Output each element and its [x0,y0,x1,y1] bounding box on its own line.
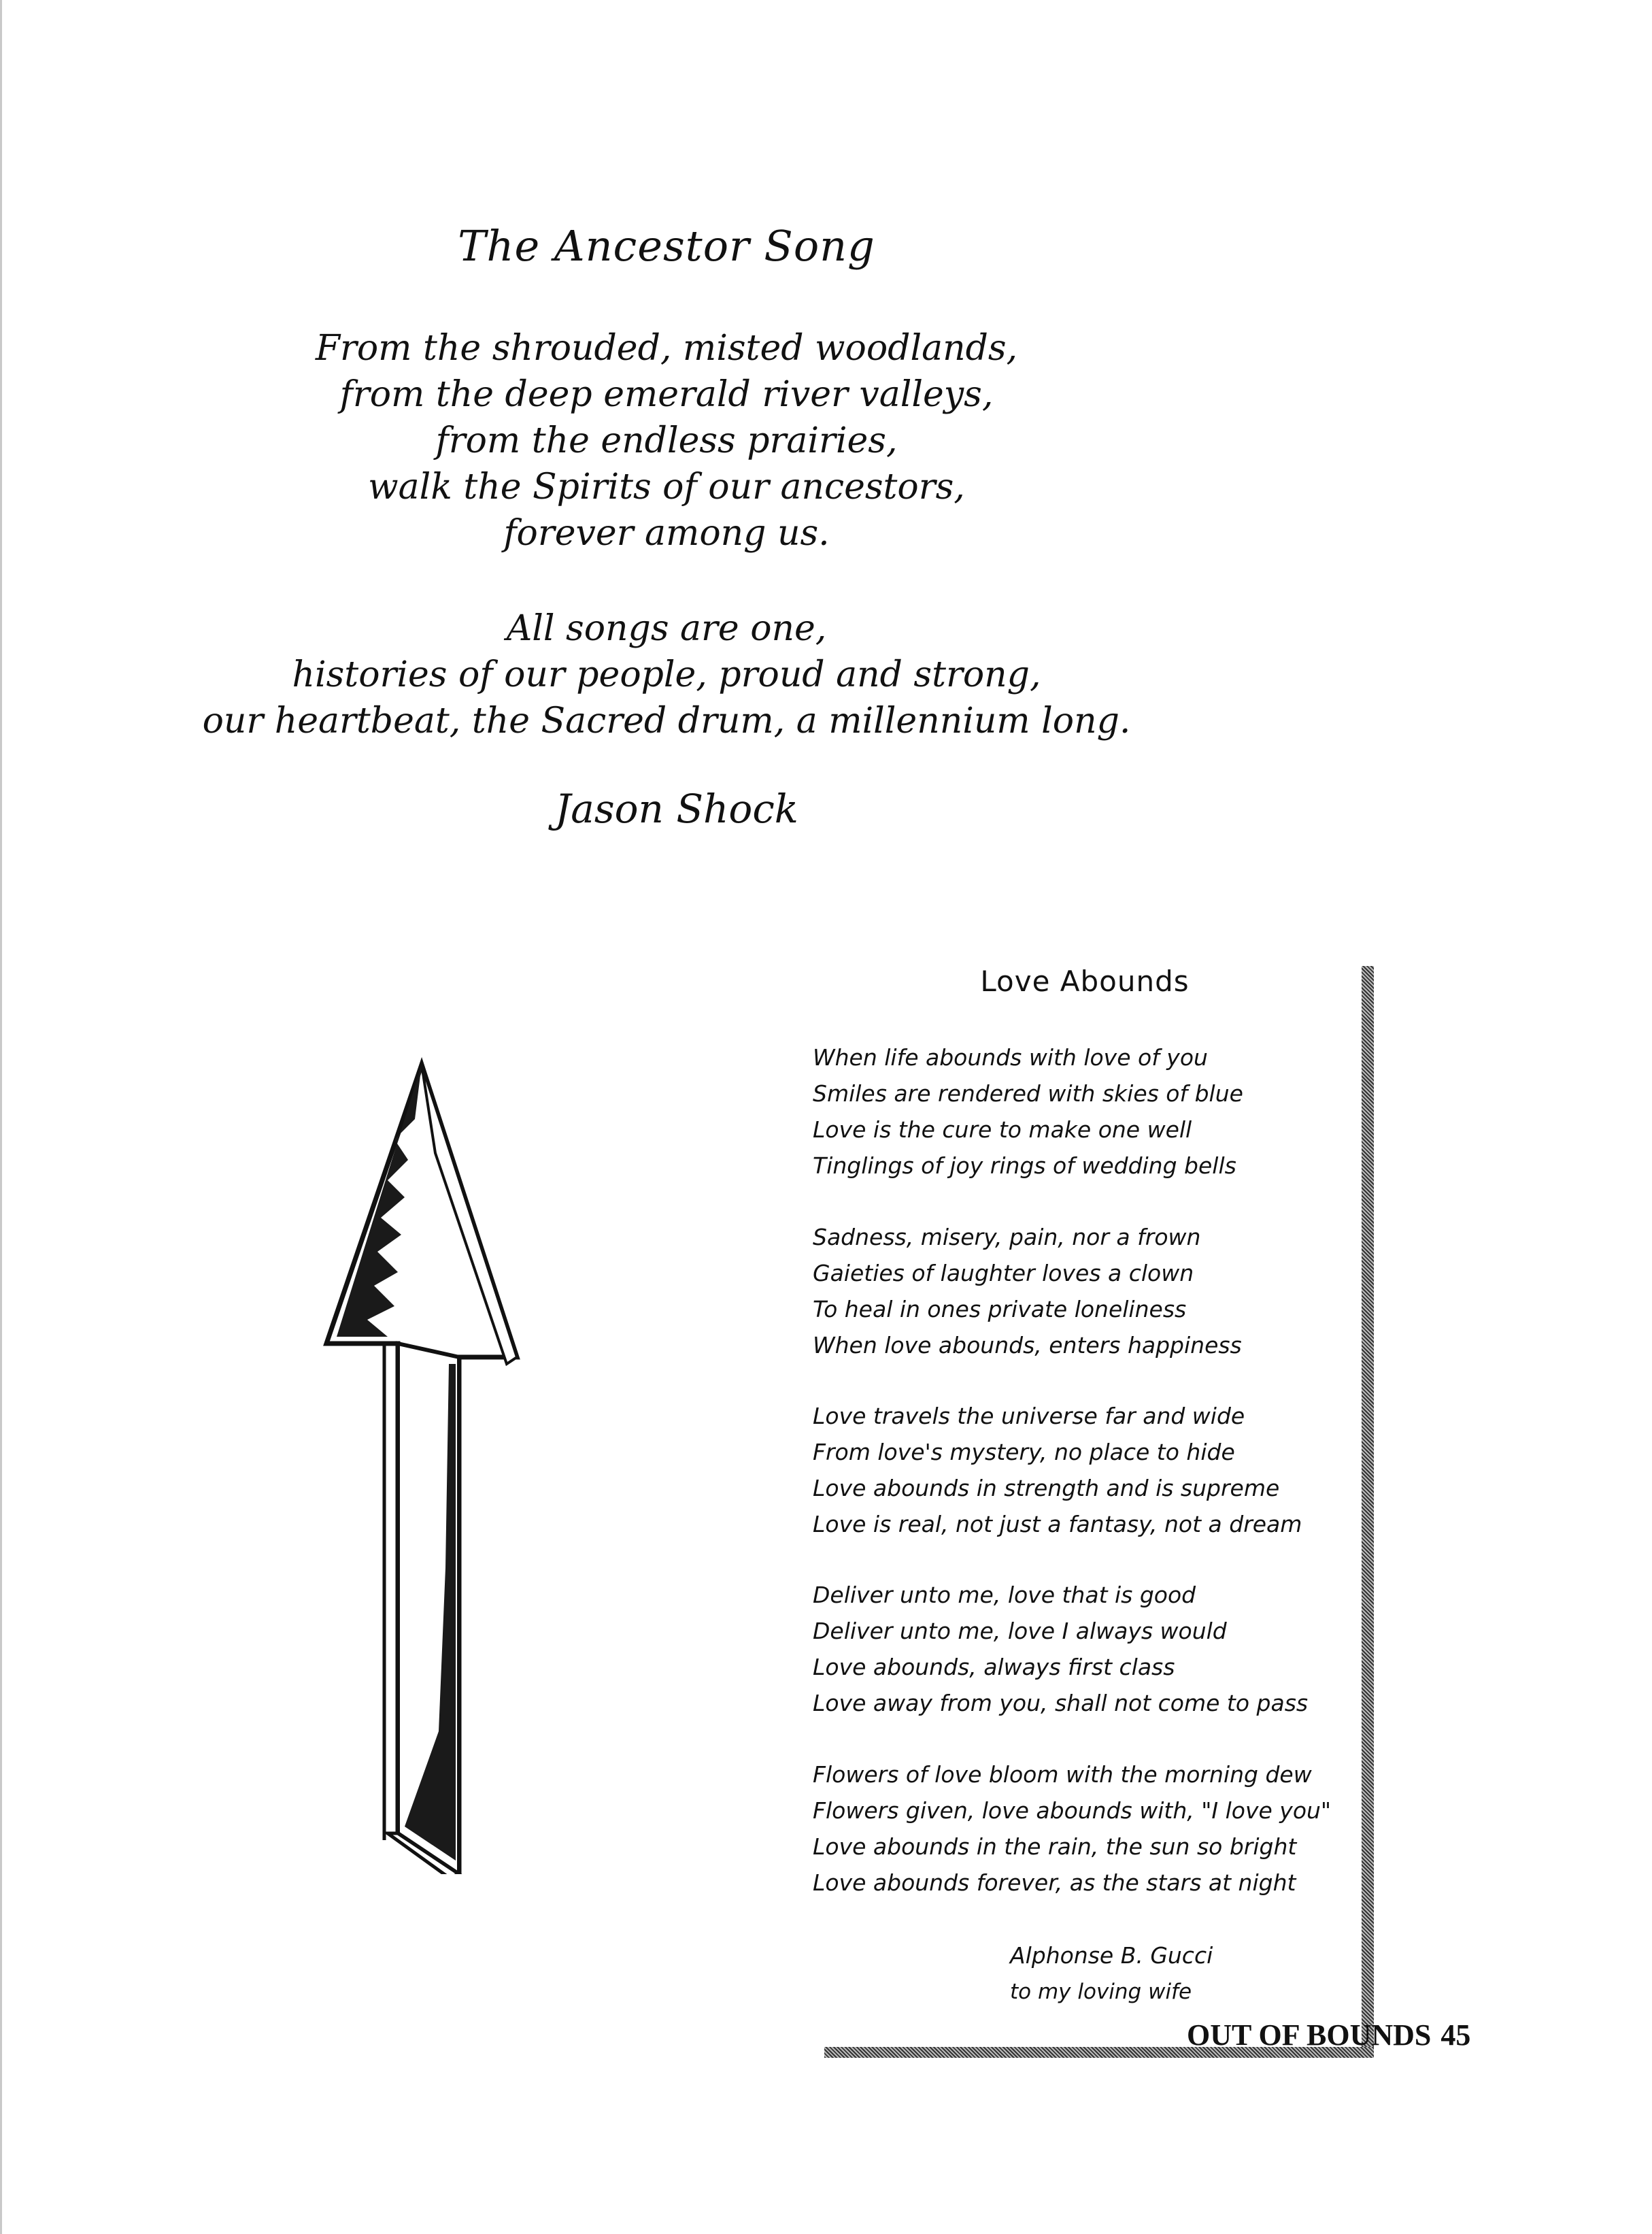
poem-stanza [813,1398,1302,1542]
poem-title: Love Abounds [980,965,1190,998]
poem-stanza [0,325,1333,556]
poem-line: All songs are one, [506,608,827,649]
poem-line: When life abounds with love of you [813,1044,1208,1071]
poem-line: Love abounds, always first class [813,1654,1175,1680]
poem-line: from the deep emerald river valleys, [339,374,994,415]
poem-line: Love abounds in the rain, the sun so bright [813,1833,1297,1860]
poem-stanza [813,1219,1242,1363]
poem-line: Flowers given, love abounds with, "I love you" [813,1797,1332,1824]
box-shadow [1362,966,1374,2054]
poem-author: Alphonse B. Gucci [1010,1942,1213,1969]
poem-line: walk the Spirits of our ancestors, [368,467,965,507]
poem-line: Love is real, not just a fantasy, not a dream [813,1511,1302,1537]
poem-line: our heartbeat, the Sacred drum, a millennium long. [202,701,1131,741]
poem-line: Gaieties of laughter loves a clown [813,1260,1194,1286]
poem-line: Love is the cure to make one well [813,1116,1192,1143]
poem-stanza [813,1039,1243,1184]
up-arrow-icon [313,1051,530,1874]
poem-line: Sadness, misery, pain, nor a frown [813,1224,1201,1250]
poem-line: Love travels the universe far and wide [813,1403,1245,1429]
poem-line: Deliver unto me, love I always would [813,1618,1227,1644]
poem-dedication: to my loving wife [1010,1980,1192,2004]
poem-stanza [813,1577,1308,1721]
poem-line: Smiles are rendered with skies of blue [813,1080,1243,1107]
publication-name: OUT OF BOUNDS [1187,2018,1432,2052]
poem-stanza [0,605,1333,744]
poem-stanza [813,1756,1331,1901]
page-number: 45 [1440,2018,1471,2052]
poem-line: Love away from you, shall not come to pass [813,1690,1309,1716]
page-footer [1187,2018,1470,2052]
poem-line: from the endless prairies, [435,420,898,461]
poem-line: To heal in ones private loneliness [813,1296,1187,1322]
poem-line: Tinglings of joy rings of wedding bells [813,1152,1236,1179]
poem-title: The Ancestor Song [458,221,875,271]
poem-line: Love abounds in strength and is supreme [813,1475,1280,1501]
poem-line: From love's mystery, no place to hide [813,1439,1235,1465]
poem-line: Deliver unto me, love that is good [813,1582,1196,1608]
poem-line: Love abounds forever, as the stars at night [813,1869,1296,1896]
poem-line: When love abounds, enters happiness [813,1332,1242,1358]
poem-line: From the shrouded, misted woodlands, [315,328,1018,369]
poem-line: histories of our people, proud and strong, [292,654,1041,695]
poem-line: Flowers of love bloom with the morning dew [813,1761,1312,1788]
poem-author: Jason Shock [555,786,798,832]
poem-box [813,952,1374,2058]
poem-line: forever among us. [503,513,830,554]
